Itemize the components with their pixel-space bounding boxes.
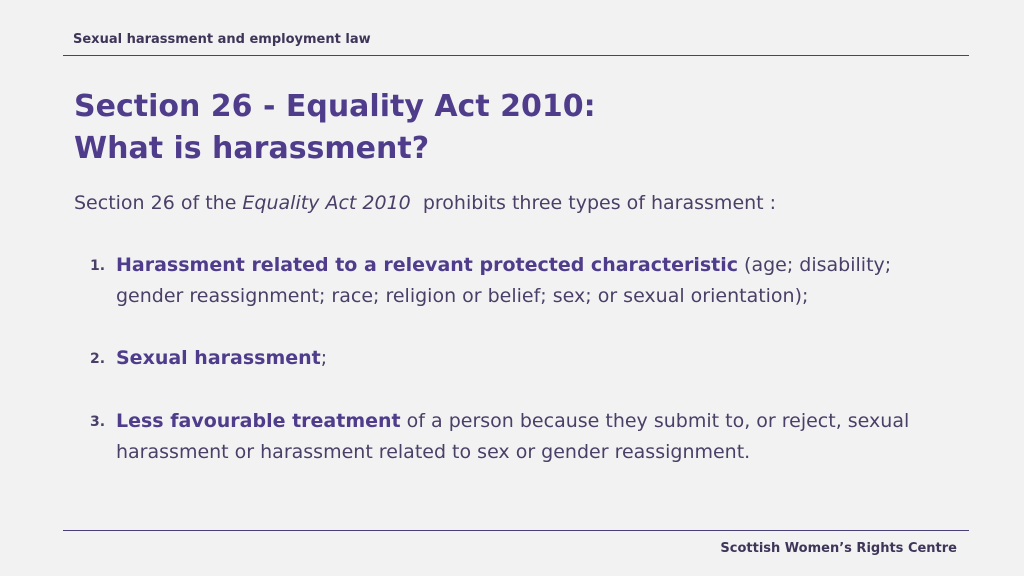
list-item [90, 343, 910, 375]
list-item-bold: Sexual harassment [116, 347, 321, 369]
harassment-types-list [90, 250, 910, 468]
page-title [74, 86, 596, 170]
bottom-divider [63, 530, 969, 531]
intro-suffix: prohibits three types of harassment : [410, 192, 777, 214]
list-item-rest: of a person because they submit to, or reject, sexual harassment or harassment related to sex or gender reassignment. [116, 410, 910, 463]
list-number: 2. [90, 351, 106, 367]
list-item-text [116, 343, 910, 375]
list-item-text [116, 406, 910, 468]
intro-prefix: Section 26 of the [74, 192, 243, 214]
list-item-bold: Harassment related to a relevant protected characteristic [116, 254, 739, 276]
list-item-bold: Less favourable treatment [116, 410, 401, 432]
list-item [90, 406, 910, 468]
list-number: 1. [90, 258, 106, 274]
act-name: Equality Act 2010 [242, 192, 411, 214]
list-item [90, 250, 910, 312]
list-item-text [116, 250, 910, 312]
top-divider [63, 55, 969, 56]
footer-label: Scottish Women’s Rights Centre [720, 541, 957, 556]
list-number: 3. [90, 414, 106, 430]
header-label: Sexual harassment and employment law [73, 32, 371, 47]
title-line-1: Section 26 - Equality Act 2010: [74, 89, 596, 124]
list-item-rest: (age; disability; gender reassignment; race; religion or belief; sex; or sexual orientation); [116, 254, 892, 307]
title-line-2: What is harassment? [74, 131, 430, 166]
intro-text [74, 192, 776, 214]
list-item-rest: ; [320, 347, 328, 369]
